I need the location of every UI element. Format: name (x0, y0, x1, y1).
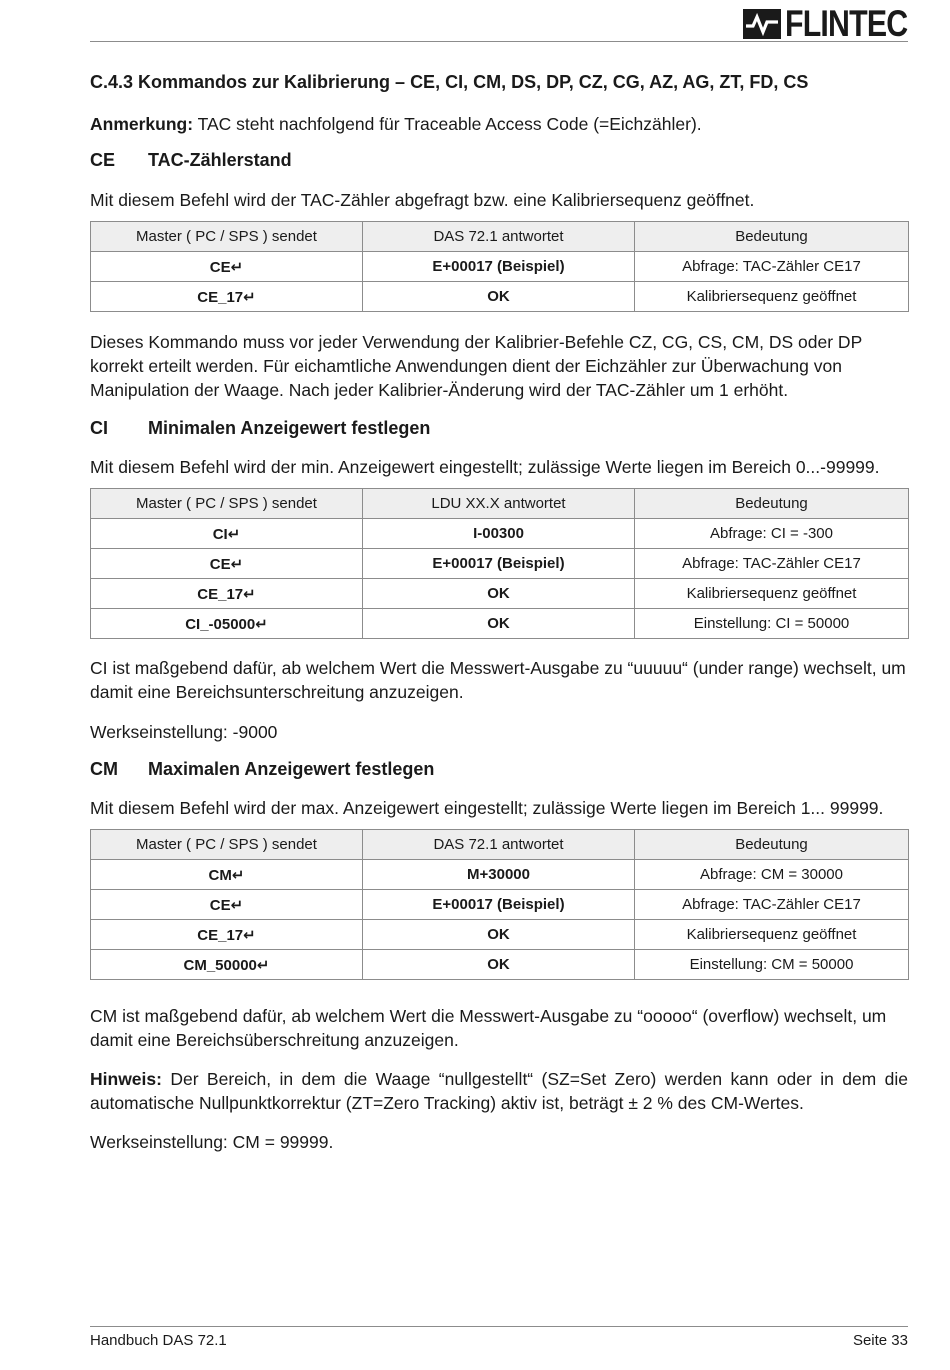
column-header: Master ( PC / SPS ) sendet (91, 222, 363, 252)
table-row (91, 890, 909, 920)
meaning-cell: Kalibriersequenz geöffnet (635, 282, 909, 312)
command-cell: CE_17↵ (91, 920, 363, 950)
meaning-cell: Abfrage: CM = 30000 (635, 860, 909, 890)
cm-explanation: CM ist maßgebend dafür, ab welchem Wert die Messwert-Ausgabe zu “ooooo“ (overflow) wechselt, um damit eine Bereichsüberschreitung anzuzeigen. (90, 1006, 887, 1050)
column-header: Master ( PC / SPS ) sendet (91, 489, 363, 519)
command-cell: CM_50000↵ (91, 950, 363, 980)
ce-title: TAC-Zählerstand (148, 150, 292, 170)
ci-explanation: CI ist maßgebend dafür, ab welchem Wert die Messwert-Ausgabe zu “uuuuu“ (under range) wechselt, um damit eine Bereichsunterschreitung anzuzeigen. (90, 658, 906, 702)
table-row (91, 920, 909, 950)
response-cell: E+00017 (Beispiel) (363, 890, 635, 920)
ce-command-table (90, 221, 909, 312)
flintec-logo-icon (743, 9, 781, 39)
ci-title: Minimalen Anzeigewert festlegen (148, 418, 431, 438)
command-cell: CM↵ (91, 860, 363, 890)
response-cell: I-00300 (363, 519, 635, 549)
hint-label: Hinweis: (90, 1069, 162, 1089)
table-header-row (91, 489, 909, 519)
note-paragraph (90, 112, 908, 136)
response-cell: M+30000 (363, 860, 635, 890)
ce-explanation: Dieses Kommando muss vor jeder Verwendung der Kalibrier-Befehle CZ, CG, CS, CM, DS oder DP korrekt erteilt werden. Für eichamtliche Anwendungen dient der Eichzähler zur Überwachung von Manipulation der Waage. Nach jeder Kalibrier-Änderung wird der TAC-Zähler um 1 erhöht. (90, 332, 862, 400)
ce-code: CE (90, 150, 116, 170)
table-row (91, 252, 909, 282)
note-text: TAC steht nachfolgend für Traceable Access Code (=Eichzähler). (193, 114, 702, 134)
meaning-cell: Abfrage: TAC-Zähler CE17 (635, 890, 909, 920)
ci-command-table (90, 488, 909, 639)
ce-intro: Mit diesem Befehl wird der TAC-Zähler abgefragt bzw. eine Kalibriersequenz geöffnet. (90, 190, 755, 210)
column-header: Bedeutung (635, 830, 909, 860)
ci-factory-setting: Werkseinstellung: -9000 (90, 722, 278, 742)
header-rule (90, 41, 908, 42)
table-row (91, 519, 909, 549)
table-row (91, 609, 909, 639)
logo-text: FLINTEC (784, 3, 908, 44)
command-cell: CE↵ (91, 549, 363, 579)
meaning-cell: Einstellung: CI = 50000 (635, 609, 909, 639)
cm-factory-setting: Werkseinstellung: CM = 99999. (90, 1132, 334, 1152)
cm-command-table (90, 829, 909, 980)
column-header: LDU XX.X antwortet (363, 489, 635, 519)
column-header: Bedeutung (635, 489, 909, 519)
command-cell: CE↵ (91, 252, 363, 282)
section-title: C.4.3 Kommandos zur Kalibrierung – CE, CI, CM, DS, DP, CZ, CG, AZ, AG, ZT, FD, CS (90, 72, 809, 92)
meaning-cell: Einstellung: CM = 50000 (635, 950, 909, 980)
table-row (91, 579, 909, 609)
response-cell: OK (363, 950, 635, 980)
footer-rule (90, 1326, 908, 1327)
meaning-cell: Abfrage: TAC-Zähler CE17 (635, 252, 909, 282)
footer-page-number: Seite 33 (852, 1332, 908, 1349)
cm-code: CM (90, 759, 118, 779)
ci-heading (90, 418, 430, 439)
table-row (91, 950, 909, 980)
table-row (91, 549, 909, 579)
column-header: DAS 72.1 antwortet (363, 830, 635, 860)
response-cell: E+00017 (Beispiel) (363, 549, 635, 579)
response-cell: OK (363, 579, 635, 609)
flintec-logo (743, 3, 908, 44)
command-cell: CE_17↵ (91, 282, 363, 312)
footer-manual-title: Handbuch DAS 72.1 (90, 1332, 227, 1349)
command-cell: CE↵ (91, 890, 363, 920)
hint-text: Der Bereich, in dem die Waage “nullgestellt“ (SZ=Set Zero) werden kann oder in dem die automatische Nullpunktkorrektur (ZT=Zero Tracking) aktiv ist, beträgt ± 2 % des CM-Wertes. (90, 1069, 908, 1113)
note-label: Anmerkung: (90, 114, 194, 134)
cm-title: Maximalen Anzeigewert festlegen (148, 759, 435, 779)
column-header: DAS 72.1 antwortet (363, 222, 635, 252)
response-cell: E+00017 (Beispiel) (363, 252, 635, 282)
command-cell: CI↵ (91, 519, 363, 549)
table-header-row (91, 830, 909, 860)
response-cell: OK (363, 609, 635, 639)
meaning-cell: Kalibriersequenz geöffnet (635, 920, 909, 950)
column-header: Master ( PC / SPS ) sendet (91, 830, 363, 860)
meaning-cell: Kalibriersequenz geöffnet (635, 579, 909, 609)
cm-intro: Mit diesem Befehl wird der max. Anzeigewert eingestellt; zulässige Werte liegen im Bereich 1... 99999. (90, 798, 884, 818)
response-cell: OK (363, 282, 635, 312)
table-header-row (91, 222, 909, 252)
ci-intro: Mit diesem Befehl wird der min. Anzeigewert eingestellt; zulässige Werte liegen im Bereich 0...-99999. (90, 457, 880, 477)
meaning-cell: Abfrage: CI = -300 (635, 519, 909, 549)
cm-hint (90, 1067, 908, 1115)
ci-code: CI (90, 418, 108, 438)
ce-heading (90, 150, 292, 171)
table-row (91, 860, 909, 890)
cm-heading (90, 759, 434, 780)
command-cell: CE_17↵ (91, 579, 363, 609)
response-cell: OK (363, 920, 635, 950)
meaning-cell: Abfrage: TAC-Zähler CE17 (635, 549, 909, 579)
column-header: Bedeutung (635, 222, 909, 252)
command-cell: CI_-05000↵ (91, 609, 363, 639)
table-row (91, 282, 909, 312)
